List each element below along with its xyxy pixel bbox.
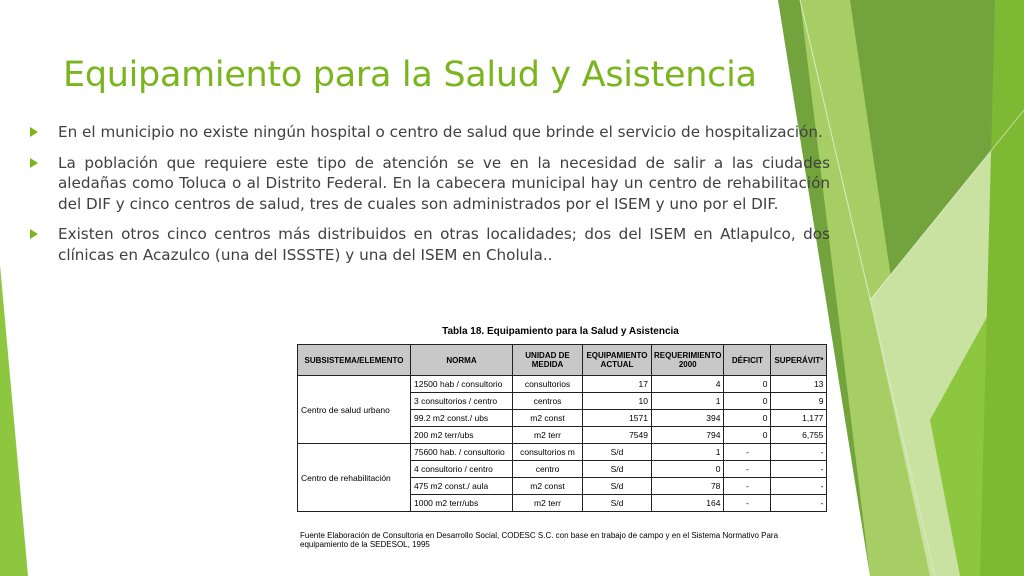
bullet-item xyxy=(30,153,830,215)
requirement-cell: 164 xyxy=(652,495,724,512)
deficit-cell: - xyxy=(724,478,771,495)
deficit-cell: 0 xyxy=(724,427,771,444)
deficit-cell: 0 xyxy=(724,393,771,410)
deficit-cell: 0 xyxy=(724,410,771,427)
surplus-cell: 13 xyxy=(771,376,827,393)
surplus-cell: 9 xyxy=(771,393,827,410)
norma-cell: 1000 m2 terr/ubs xyxy=(411,495,513,512)
bullet-text: La población que requiere este tipo de atención se ve en la necesidad de salir a las ciudades aledañas como Toluca o al Distrito Federal. En la cabecera municipal hay un centro de rehabilitación del DIF y cinco centros de salud, tres de cuales son administrados por el ISEM y uno por el DIF. xyxy=(58,153,830,213)
table-caption: Tabla 18. Equipamiento para la Salud y Asistencia xyxy=(442,326,679,337)
norma-cell: 475 m2 const./ aula xyxy=(411,478,513,495)
column-header: UNIDAD DE MEDIDA xyxy=(513,345,583,376)
column-header: REQUERIMIENTO 2000 xyxy=(652,345,724,376)
actual-cell: 10 xyxy=(583,393,652,410)
actual-cell: S/d xyxy=(583,461,652,478)
requirement-cell: 1 xyxy=(652,444,724,461)
norma-cell: 12500 hab / consultorio xyxy=(411,376,513,393)
deficit-cell: - xyxy=(724,444,771,461)
unit-cell: m2 terr xyxy=(513,427,583,444)
actual-cell: S/d xyxy=(583,478,652,495)
surplus-cell: - xyxy=(771,495,827,512)
bullet-text: En el municipio no existe ningún hospital o centro de salud que brinde el servicio de hospitalización. xyxy=(58,123,823,141)
triangle-bullet-icon xyxy=(30,158,38,168)
unit-cell: m2 terr xyxy=(513,495,583,512)
slide-title: Equipamiento para la Salud y Asistencia xyxy=(63,55,757,95)
unit-cell: centro xyxy=(513,461,583,478)
unit-cell: m2 const xyxy=(513,410,583,427)
column-header: NORMA xyxy=(411,345,513,376)
norma-cell: 75600 hab. / consultorio xyxy=(411,444,513,461)
deficit-cell: - xyxy=(724,461,771,478)
table-row xyxy=(298,444,827,461)
column-header: DÉFICIT xyxy=(724,345,771,376)
subsystem-cell: Centro de salud urbano xyxy=(298,376,411,444)
actual-cell: S/d xyxy=(583,444,652,461)
left-green-triangle xyxy=(0,265,28,576)
requirement-cell: 4 xyxy=(652,376,724,393)
table-footnote: Fuente Elaboración de Consultoria en Desarrollo Social, CODESC S.C. con base en trabajo de campo y en el Sistema Normativo Para equipamiento de la SEDESOL, 1995 xyxy=(300,531,779,549)
column-header: SUPERÁVIT* xyxy=(771,345,827,376)
surplus-cell: 1,177 xyxy=(771,410,827,427)
table-row xyxy=(298,376,827,393)
surplus-cell: - xyxy=(771,478,827,495)
requirement-cell: 0 xyxy=(652,461,724,478)
table-image xyxy=(292,323,829,550)
column-header: EQUIPAMIENTO ACTUAL xyxy=(583,345,652,376)
subsystem-cell: Centro de rehabilitación xyxy=(298,444,411,512)
surplus-cell: 6,755 xyxy=(771,427,827,444)
bullet-text: Existen otros cinco centros más distribuidos en otras localidades; dos del ISEM en Atlapulco, dos clínicas en Acazulco (una del ISSSTE) y una del ISEM en Cholula.. xyxy=(58,225,830,264)
actual-cell: 7549 xyxy=(583,427,652,444)
deficit-cell: - xyxy=(724,495,771,512)
actual-cell: S/d xyxy=(583,495,652,512)
bullet-item xyxy=(30,122,830,143)
requirement-cell: 78 xyxy=(652,478,724,495)
norma-cell: 3 consultorios / centro xyxy=(411,393,513,410)
equipment-table xyxy=(297,344,827,512)
surplus-cell: - xyxy=(771,461,827,478)
actual-cell: 1571 xyxy=(583,410,652,427)
deficit-cell: 0 xyxy=(724,376,771,393)
bullet-item xyxy=(30,224,830,265)
surplus-cell: - xyxy=(771,444,827,461)
norma-cell: 99.2 m2 const./ ubs xyxy=(411,410,513,427)
requirement-cell: 794 xyxy=(652,427,724,444)
triangle-bullet-icon xyxy=(30,229,38,239)
column-header: SUBSISTEMA/ELEMENTO xyxy=(298,345,411,376)
unit-cell: centros xyxy=(513,393,583,410)
unit-cell: consultorios xyxy=(513,376,583,393)
requirement-cell: 1 xyxy=(652,393,724,410)
table-header-row xyxy=(298,345,827,376)
norma-cell: 200 m2 terr/ubs xyxy=(411,427,513,444)
unit-cell: m2 const xyxy=(513,478,583,495)
unit-cell: consultorios m xyxy=(513,444,583,461)
actual-cell: 17 xyxy=(583,376,652,393)
requirement-cell: 394 xyxy=(652,410,724,427)
triangle-bullet-icon xyxy=(30,127,38,137)
norma-cell: 4 consultorio / centro xyxy=(411,461,513,478)
bullet-list xyxy=(30,122,830,275)
